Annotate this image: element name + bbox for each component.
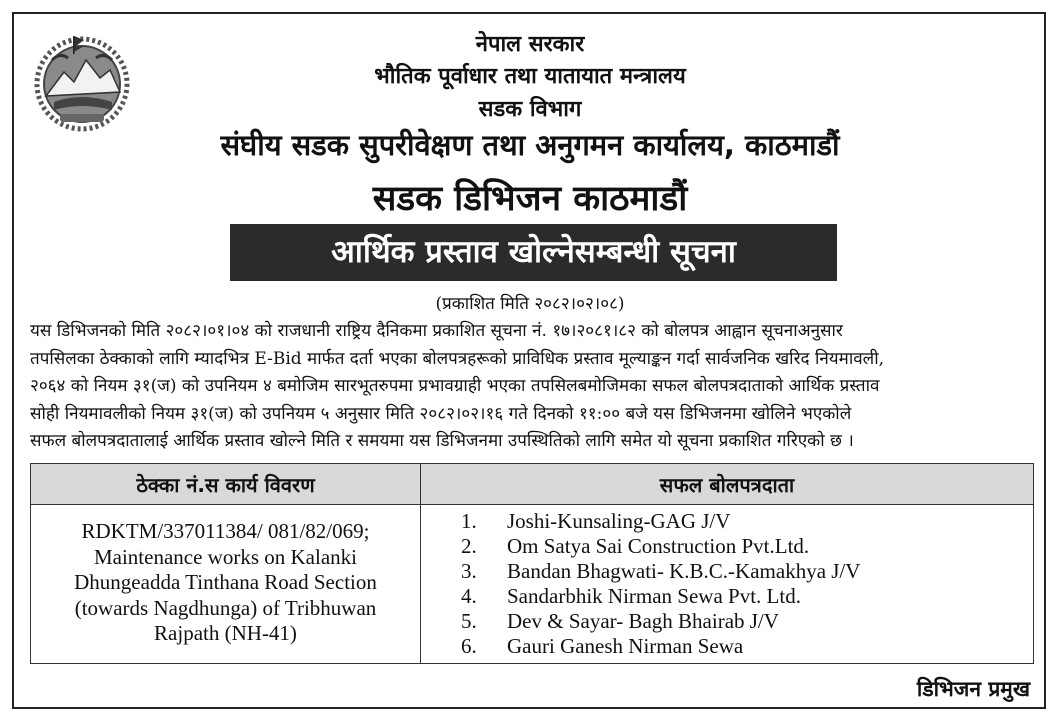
bidder-name: Sandarbhik Nirman Sewa Pvt. Ltd. [507,584,801,608]
body-line: तपसिलका ठेक्काको लागि म्यादभित्र E-Bid मार्फत दर्ता भएका बोलपत्रहरूको प्राविधिक प्रस्ताव मूल्याङ्कन गर्दा सार्वजनिक खरिद नियमावली, [30,348,885,369]
bidder-name: Joshi-Kunsaling-GAG J/V [507,509,731,533]
bidder-number: 4. [461,584,477,608]
bidder-number: 3. [461,559,477,583]
contract-table [30,463,1034,664]
table-row [31,505,1034,664]
bidder-name: Om Satya Sai Construction Pvt.Ltd. [507,534,810,558]
contract-line: Rajpath (NH-41) [154,621,297,645]
list-item [461,534,1033,559]
contract-line: Maintenance works on Kalanki [93,544,357,569]
contract-line: RDKTM/337011384/ 081/82/069; [81,519,370,543]
body-line: यस डिभिजनको मिति २०८२।०१।०४ को राजधानी राष्ट्रिय दैनिकमा प्रकाशित सूचना नं. १७।२०८१।८२ को बोलपत्र आह्वान सूचनाअनुसार [30,321,843,341]
list-item [461,634,1033,659]
list-item [461,509,1033,534]
column-header-contract: ठेक्का नं.स कार्य विवरण [31,464,421,505]
list-item [461,584,1033,609]
bidder-name: Gauri Ganesh Nirman Sewa [507,634,744,658]
notice-body [30,318,1034,456]
bidder-number: 5. [461,609,477,633]
department-name: सडक विभाग [478,97,582,122]
bidder-list [421,505,1033,659]
body-line: २०६४ को नियम ३१(ज) को उपनियम ४ बमोजिम सारभूतरुपमा प्रभावग्राही भएका तपसिलबमोजिमका सफल बोलपत्रदाताको आर्थिक प्रस्ताव [30,376,880,396]
column-header-bidders: सफल बोलपत्रदाता [421,464,1034,505]
government-name: नेपाल सरकार [475,32,585,57]
contract-line: (towards Nagdhunga) of Tribhuwan [74,595,377,620]
table-header-row [31,464,1034,505]
body-line: सफल बोलपत्रदातालाई आर्थिक प्रस्ताव खोल्ने मिति र समयमा यस डिभिजनमा उपस्थितिको लागि समेत यो सूचना प्रकाशित गरिएको छ । [30,431,854,451]
contract-description [31,505,420,647]
bidder-name: Dev & Sayar- Bagh Bhairab J/V [507,609,779,633]
body-line: सोही नियमावलीको नियम ३१(ज) को उपनियम ५ अनुसार मिति २०८२।०२।१६ गते दिनको ११:०० बजे यस डिभिजनमा खोलिने भएकोले [30,403,852,424]
published-date: (प्रकाशित मिति २०८२।०२।०८) [435,294,625,314]
bidders-cell [421,505,1034,664]
ministry-name: भौतिक पूर्वाधार तथा यातायात मन्त्रालय [374,64,686,89]
bidder-name: Bandan Bhagwati- K.B.C.-Kamakhya J/V [507,559,861,583]
bidder-number: 2. [461,534,477,558]
notice-title-banner: आर्थिक प्रस्ताव खोल्नेसम्बन्धी सूचना [230,224,837,281]
signature-division-chief: डिभिजन प्रमुख [916,677,1030,701]
division-name: सडक डिभिजन काठमाडौं [372,179,688,219]
contract-line: Dhungeadda Tinthana Road Section [74,570,377,594]
list-item [461,609,1033,634]
office-name: संघीय सडक सुपरीवेक्षण तथा अनुगमन कार्यालय, काठमाडौं [220,128,840,162]
bidder-number: 1. [461,509,477,533]
bidder-number: 6. [461,634,477,658]
list-item [461,559,1033,584]
contract-description-cell [31,505,421,664]
